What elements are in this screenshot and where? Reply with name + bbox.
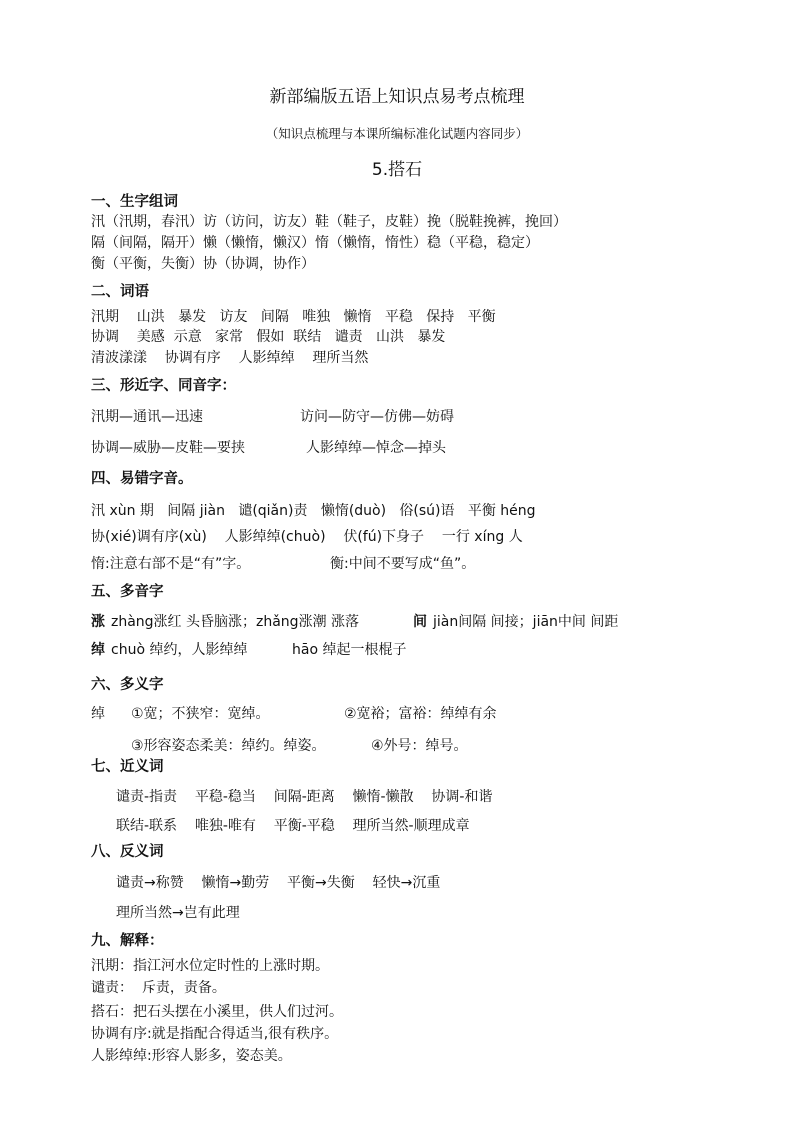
section-heading-7: 七、近义词 [91,759,164,775]
s2-line-1: 汛期 山洪 暴发 访友 间隔 唯独 懒惰 平稳 保持 平衡 [91,309,496,325]
section-heading-8: 八、反义词 [91,844,164,860]
s4-note-1: 惰:注意右部不是“有”字。 [91,556,251,572]
s9-line-4: 协调有序:就是指配合得适当,很有秩序。 [91,1026,339,1042]
section-heading-3: 三、形近字、同音字： [91,378,236,394]
s4-line-1: 汛 xùn 期 间隔 jiàn 谴(qiǎn)责 懒惰(duò) 俗(sú)语 平衡 héng [91,503,536,519]
polyphone-jian-readings: jiàn间隔 间接；jiān中间 间距 [433,614,619,630]
s8-line-2: 理所当然→岂有此理 [116,905,240,921]
s9-line-5: 人影绰绰:形容人影多，姿态美。 [91,1048,292,1064]
polysemy-meaning-3: ③形容姿态柔美：绰约。绰姿。 [131,738,326,754]
polyphone-zhang-readings: zhàng涨红 头昏脑涨；zhǎng涨潮 涨落 [111,614,360,630]
polyphone-hao-reading: hāo 绰起一根棍子 [292,642,407,658]
s3-row2-left: 协调—威胁—皮鞋—要挟 [91,440,245,456]
section-heading-4: 四、易错字音。 [91,471,193,487]
document-title: 新部编版五语上知识点易考点梳理 [269,87,525,107]
polysemy-meaning-2: ②宽裕；富裕：绰绰有余 [344,706,497,722]
s2-line-2: 协调 美感 示意 家常 假如 联结 谴责 山洪 暴发 [91,329,446,345]
section-heading-2: 二、词语 [91,284,149,300]
s3-row2-right: 人影绰绰—悼念—掉头 [306,440,446,456]
section-heading-6: 六、多义字 [91,677,164,693]
s2-line-3: 清波漾漾 协调有序 人影绰绰 理所当然 [91,350,369,366]
polyphone-chuo-reading: chuò 绰约，人影绰绰 [111,642,248,658]
s9-line-3: 搭石：把石头摆在小溪里，供人们过河。 [91,1004,343,1020]
section-heading-5: 五、多音字 [91,584,164,600]
s3-row1-left: 汛期—通讯—迅速 [91,409,203,425]
s9-line-1: 汛期：指江河水位定时性的上涨时期。 [91,958,329,974]
s1-line-3: 衡（平衡，失衡）协（协调，协作） [91,256,315,272]
polysemy-meaning-1: ①宽；不狭窄：宽绰。 [131,706,270,722]
s4-line-2: 协(xié)调有序(xù) 人影绰绰(chuò) 伏(fú)下身子 一行 xíng 人 [91,529,523,545]
polyphone-char-jian: 间 [413,614,427,630]
polyphone-char-chuo: 绰 [91,642,105,658]
s8-line-1: 谴责→称赞 懒惰→勤劳 平衡→失衡 轻快→沉重 [116,875,441,891]
s1-line-1: 汛（汛期，春汛）访（访问，访友）鞋（鞋子，皮鞋）挽（脱鞋挽裤，挽回） [91,214,567,230]
polysemy-meaning-4: ④外号：绰号。 [371,738,468,754]
s9-line-2: 谴责： 斥责，责备。 [91,980,226,996]
document-subtitle: （知识点梳理与本课所编标准化试题内容同步） [265,126,529,141]
s3-row1-right: 访问—防守—仿佛—妨碍 [300,409,454,425]
s7-line-2: 联结-联系 唯独-唯有 平衡-平稳 理所当然-顺理成章 [116,818,470,834]
lesson-title: 5.搭石 [371,160,423,180]
section-heading-9: 九、解释： [91,933,164,949]
s1-line-2: 隔（间隔，隔开）懒（懒惰，懒汉）惰（懒惰，惰性）稳（平稳，稳定） [91,235,539,251]
section-heading-1: 一、生字组词 [91,194,178,210]
polysemy-char: 绰 [91,706,105,722]
polyphone-char-zhang: 涨 [91,614,105,630]
s4-note-2: 衡:中间不要写成“鱼”。 [330,556,476,572]
s7-line-1: 谴责-指责 平稳-稳当 间隔-距离 懒惰-懒散 协调-和谐 [116,789,493,805]
